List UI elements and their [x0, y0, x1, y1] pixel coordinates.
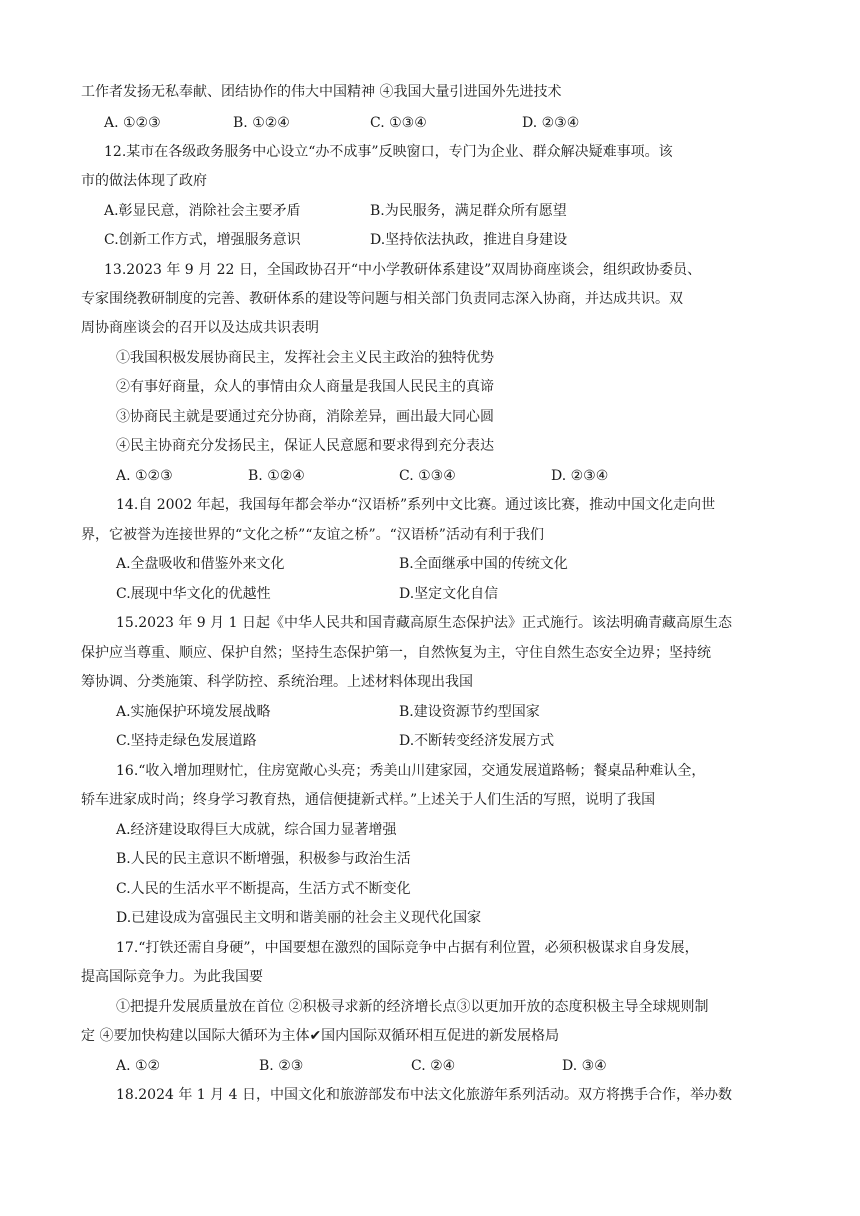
statement-line: 定 ④要加快构建以国际大循环为主体✔国内国际双循环相互促进的新发展格局: [81, 1028, 560, 1044]
option-b: B. ②③: [259, 1058, 304, 1074]
option-d: D. ②③④: [551, 468, 609, 484]
text-line: 提高国际竞争力。为此我国要: [81, 969, 263, 985]
option-a: A.经济建设取得巨大成就，综合国力显著增强: [116, 822, 397, 838]
option-a: A.全盘吸收和借鉴外来文化: [116, 556, 285, 572]
option-c: C.创新工作方式，增强服务意识: [104, 232, 301, 248]
option-c: C. ①③④: [370, 115, 427, 131]
statement-2: ②有事好商量，众人的事情由众人商量是我国人民民主的真谛: [116, 379, 494, 395]
option-c: C.坚持走绿色发展道路: [116, 733, 257, 749]
option-c: C.人民的生活水平不断提高，生活方式不断变化: [116, 881, 411, 897]
option-b: B.全面继承中国的传统文化: [399, 556, 568, 572]
text-line: 市的做法体现了政府: [81, 173, 207, 189]
option-a: A.实施保护环境发展战略: [116, 704, 271, 720]
text-line: 筹协调、分类施策、科学防控、系统治理。上述材料体现出我国: [81, 674, 473, 690]
option-b: B.建设资源节约型国家: [399, 704, 540, 720]
option-d: D. ②③④: [522, 115, 580, 131]
text-line: 周协商座谈会的召开以及达成共识表明: [81, 320, 319, 336]
option-c: C. ②④: [411, 1058, 456, 1074]
text-line: 界，它被誉为连接世界的“文化之桥”“友谊之桥”。“汉语桥”活动有利于我们: [81, 527, 544, 543]
text-line: 专家围绕教研制度的完善、教研体系的建设等问题与相关部门负责同志深入协商，并达成共识。双: [81, 291, 683, 307]
question-16-stem: 16.“收入增加理财忙，住房宽敞心头亮；秀美山川建家园，交通发展道路畅；餐桌品种难认全，: [116, 763, 706, 779]
option-a: A.彰显民意，消除社会主要矛盾: [104, 203, 301, 219]
question-15-stem: 15.2023 年 9 月 1 日起《中华人民共和国青藏高原生态保护法》正式施行。该法明确青藏高原生态: [116, 615, 732, 631]
statement-3: ③协商民主就是要通过充分协商，消除差异，画出最大同心圆: [116, 409, 494, 425]
option-d: D.不断转变经济发展方式: [399, 733, 555, 749]
question-12-stem: 12.某市在各级政务服务中心设立“办不成事”反映窗口，专门为企业、群众解决疑难事项。该: [104, 144, 673, 160]
option-a: A. ①②: [116, 1058, 161, 1074]
statement-4: ④民主协商充分发扬民主，保证人民意愿和要求得到充分表达: [116, 438, 494, 454]
option-a: A. ①②③: [104, 115, 161, 131]
option-c: C. ①③④: [399, 468, 456, 484]
text-line: 轿车进家成时尚；终身学习教育热，通信便捷新式样。”上述关于人们生活的写照，说明了我国: [81, 792, 656, 808]
statement-1: ①我国积极发展协商民主，发挥社会主义民主政治的独特优势: [116, 350, 494, 366]
option-b: B. ①②④: [233, 115, 290, 131]
statement-line: ①把提升发展质量放在首位 ②积极寻求新的经济增长点③以更加开放的态度积极主导全球规则制: [116, 999, 709, 1015]
option-a: A. ①②③: [116, 468, 173, 484]
option-c: C.展现中华文化的优越性: [116, 586, 271, 602]
text-line: 工作者发扬无私奉献、团结协作的伟大中国精神 ④我国大量引进国外先进技术: [81, 84, 562, 100]
option-b: B.人民的民主意识不断增强，积极参与政治生活: [116, 851, 411, 867]
option-b: B.为民服务，满足群众所有愿望: [370, 203, 567, 219]
question-18-stem: 18.2024 年 1 月 4 日，中国文化和旅游部发布中法文化旅游年系列活动。双方将携手合作，举办数: [116, 1087, 732, 1103]
question-14-stem: 14.自 2002 年起，我国每年都会举办“汉语桥”系列中文比赛。通过该比赛，推动中国文化走向世: [116, 497, 716, 513]
question-13-stem: 13.2023 年 9 月 22 日，全国政协召开“中小学教研体系建设”双周协商座谈会，组织政协委员、: [104, 262, 702, 278]
option-d: D.坚定文化自信: [399, 586, 499, 602]
option-d: D. ③④: [562, 1058, 607, 1074]
question-17-stem: 17.“打铁还需自身硬”，中国要想在激烈的国际竞争中占据有利位置，必须积极谋求自身发展，: [116, 940, 699, 956]
option-b: B. ①②④: [248, 468, 305, 484]
text-line: 保护应当尊重、顺应、保护自然；坚持生态保护第一，自然恢复为主，守住自然生态安全边界；坚持统: [81, 645, 711, 661]
option-d: D.坚持依法执政，推进自身建设: [370, 232, 568, 248]
option-d: D.已建设成为富强民主文明和谐美丽的社会主义现代化国家: [116, 910, 482, 926]
